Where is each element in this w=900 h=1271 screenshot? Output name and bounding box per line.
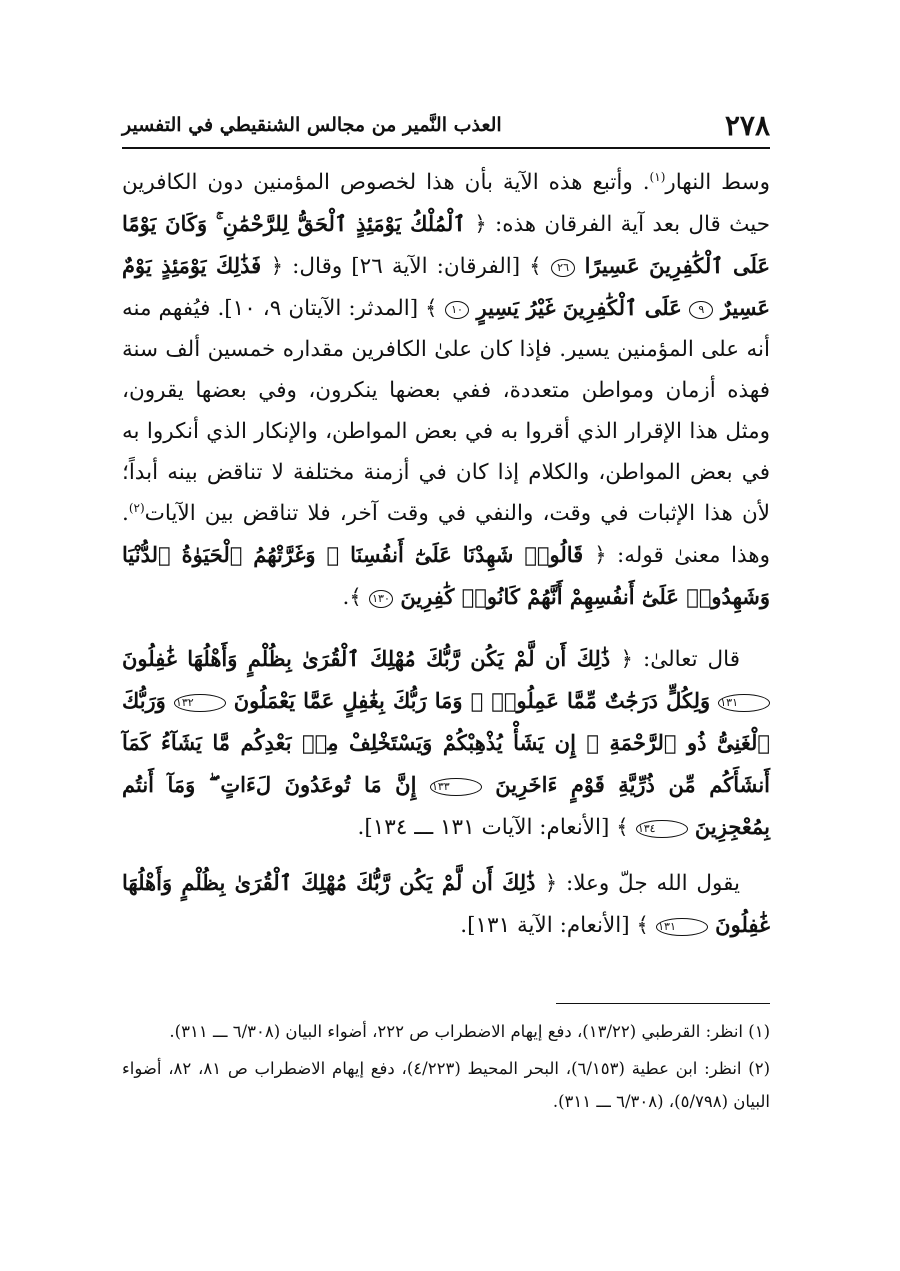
verse-text: قَالُوا۟ شَهِدْنَا عَلَىٰٓ أَنفُسِنَا ۖ وَغَرَّتْهُمُ ٱلْحَيَوٰةُ ٱلدُّنْيَا وَشَهِدُوا۟ عَلَىٰٓ أَنفُسِهِمْ أَنَّهُمْ كَانُوا۟ كَٰفِرِينَ bbox=[122, 542, 770, 609]
ayah-number-marker: ١٣٣ bbox=[430, 778, 482, 796]
text-run: . وهذا معنىٰ قوله: bbox=[122, 501, 771, 568]
text-run: يقول الله جلّ وعلا: bbox=[557, 871, 741, 896]
ornate-bracket-open: ﴿ bbox=[474, 212, 487, 236]
verse-text: وَلِكُلٍّ دَرَجَٰتٌ مِّمَّا عَمِلُوا۟ ۚ وَمَا رَبُّكَ بِغَٰفِلٍ عَمَّا يَعْمَلُونَ bbox=[233, 688, 711, 713]
text-run: وسط النهار bbox=[665, 170, 770, 195]
ornate-bracket-close: ﴾ bbox=[636, 913, 649, 937]
page-header bbox=[122, 108, 770, 142]
verse-text: إِنَّ مَا تُوعَدُونَ لَءَاتٍ ۖ وَمَآ أَنتُم بِمُعْجِزِينَ bbox=[122, 772, 770, 839]
verse-text: ذَٰلِكَ أَن لَّمْ يَكُن رَّبُّكَ مُهْلِكَ ٱلْقُرَىٰ بِظُلْمٍ وَأَهْلُهَا غَٰفِلُونَ bbox=[122, 646, 611, 671]
ayah-number-marker: ١٣١ bbox=[656, 918, 708, 936]
text-run: [المدثر: الآيتان ٩، ١٠]. فيُفهم منه أنه على المؤمنين يسير. فإذا كان علىٰ الكافرين مقداره خمسين ألف سنة فهذه أزمان ومواطن متعددة، ففي بعضها ينكرون، وفي بعضها يقرون، ومثل هذا الإقرار الذي أقروا به في بعض المواطن، والإنكار الذي أنكروا به في بعض المواطن، والكلام إذا كان في أزمنة مختلفة لا تناقض بينه أبداً؛ لأن هذا الإثبات في وقت، والنفي في وقت آخر، فلا تناقض بين الآيات bbox=[122, 296, 770, 526]
footnote-marker-1[interactable]: (١) bbox=[649, 169, 666, 184]
ornate-bracket-open: ﴿ bbox=[620, 647, 633, 671]
paragraph-2 bbox=[122, 638, 770, 848]
footnote-2: (٢) انظر: ابن عطية (٦/١٥٣)، البحر المحيط (٤/٢٢٣)، دفع إيهام الاضطراب ص ٨١، ٨٢، أضواء البيان (٥/٧٩٨)، (٦/٣٠٨ ـــ ٣١١). bbox=[122, 1059, 770, 1111]
running-title: العذب النَّمير من مجالس الشنقيطي في التفسير bbox=[122, 114, 502, 136]
ornate-bracket-close: ﴾ bbox=[349, 585, 362, 609]
verse-text: ٱلْمُلْكُ يَوْمَئِذٍ ٱلْحَقُّ لِلرَّحْمَٰنِ ۚ وَكَانَ يَوْمًا عَلَى ٱلْكَٰفِرِينَ عَسِيرًا bbox=[122, 211, 771, 278]
ayah-number-marker: ١٣٢ bbox=[174, 694, 226, 712]
text-run: [الأنعام: الآية ١٣١]. bbox=[460, 913, 637, 938]
footnote-marker-2[interactable]: (٢) bbox=[128, 500, 145, 515]
footnotes bbox=[122, 1015, 770, 1122]
footnote-1: (١) انظر: القرطبي (١٣/٢٢)، دفع إيهام الاضطراب ص ٢٢٢، أضواء البيان (٦/٣٠٨ ـــ ٣١١). bbox=[169, 1022, 770, 1041]
ornate-bracket-close: ﴾ bbox=[616, 815, 629, 839]
ornate-bracket-open: ﴿ bbox=[594, 543, 607, 567]
text-run: [الأنعام: الآيات ١٣١ ـــ ١٣٤]. bbox=[357, 815, 617, 840]
ayah-number-marker: ٩ bbox=[689, 301, 713, 319]
paragraph-3 bbox=[122, 862, 770, 946]
ornate-bracket-close: ﴾ bbox=[425, 296, 438, 320]
text-run: [الفرقان: الآية ٢٦] وقال: bbox=[283, 254, 530, 279]
paragraph-1 bbox=[122, 162, 770, 618]
ornate-bracket-close: ﴾ bbox=[529, 254, 542, 278]
ayah-number-marker: ١٣٤ bbox=[636, 820, 688, 838]
page-number: ٢٧٨ bbox=[724, 108, 770, 142]
ayah-number-marker: ٢٦ bbox=[551, 259, 575, 277]
ayah-number-marker: ١٠ bbox=[445, 301, 469, 319]
verse-text: عَلَى ٱلْكَٰفِرِينَ غَيْرُ يَسِيرٍ bbox=[476, 295, 682, 320]
verse-text: فَذَٰلِكَ يَوْمَئِذٍ يَوْمٌ عَسِيرٌ bbox=[122, 253, 771, 320]
text-run: قال تعالىٰ: bbox=[632, 647, 741, 672]
ayah-number-marker: ١٣١ bbox=[718, 694, 770, 712]
text-run: . bbox=[342, 585, 350, 610]
header-rule bbox=[122, 147, 770, 149]
text-run: . وأتبع هذه الآية بأن هذا لخصوص المؤمنين دون الكافرين حيث قال بعد آية الفرقان هذه: bbox=[122, 170, 771, 237]
quran-verse bbox=[122, 646, 770, 839]
verse-text: ذَٰلِكَ أَن لَّمْ يَكُن رَّبُّكَ مُهْلِكَ ٱلْقُرَىٰ بِظُلْمٍ وَأَهْلُهَا غَٰفِلُونَ bbox=[122, 870, 770, 937]
body-text bbox=[122, 162, 770, 946]
verse-text: وَرَبُّكَ ٱلْغَنِىُّ ذُو ٱلرَّحْمَةِ ۚ إِن يَشَأْ يُذْهِبْكُمْ وَيَسْتَخْلِفْ مِنۢ بَعْدِكُم مَّا يَشَآءُ كَمَآ أَنشَأَكُم مِّن ذُرِّيَّةِ قَوْمٍ ءَاخَرِينَ bbox=[122, 688, 771, 797]
ayah-number-marker: ١٣٠ bbox=[369, 590, 393, 608]
footnote-separator bbox=[556, 1003, 770, 1004]
ornate-bracket-open: ﴿ bbox=[544, 871, 558, 895]
ornate-bracket-open: ﴿ bbox=[270, 254, 284, 278]
